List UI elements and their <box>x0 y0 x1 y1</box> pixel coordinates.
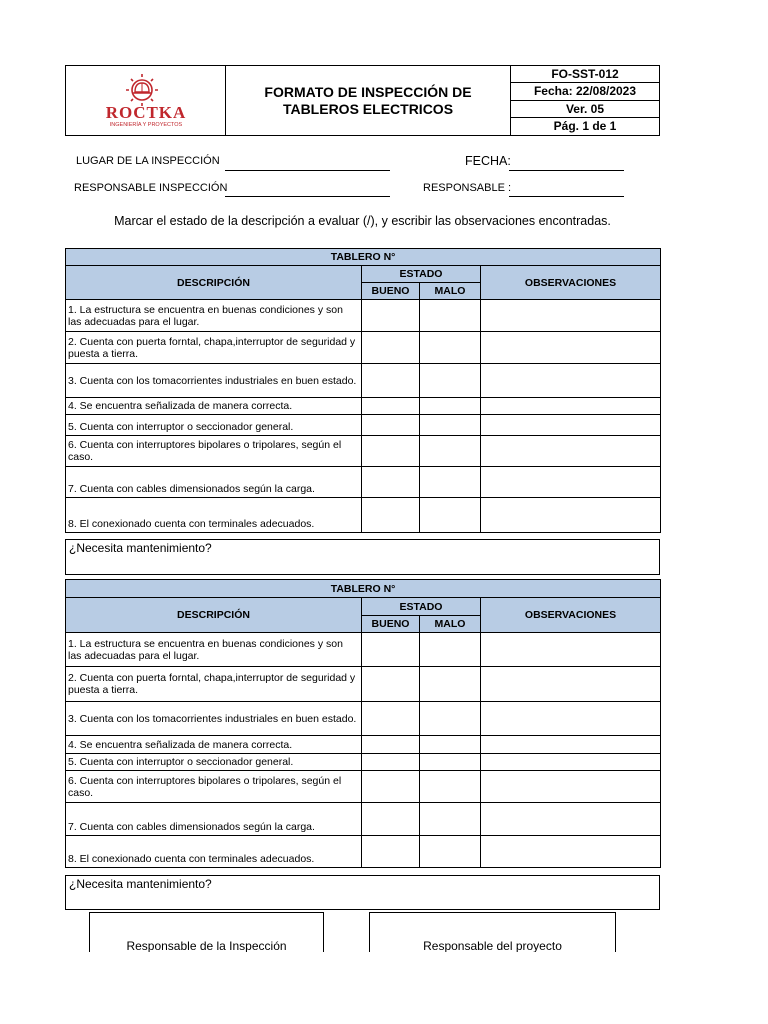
malo-cell[interactable] <box>420 467 481 498</box>
estado-header: ESTADO <box>362 598 481 616</box>
table-row <box>66 633 661 667</box>
bueno-cell[interactable] <box>362 332 420 364</box>
table-row <box>66 771 661 803</box>
malo-cell[interactable] <box>420 667 481 702</box>
item-description: 2. Cuenta con puerta forntal, chapa,interruptor de seguridad y puesta a tierra. <box>66 332 362 364</box>
tablero-number-header: TABLERO N° <box>66 580 661 598</box>
malo-header: MALO <box>420 283 481 300</box>
observaciones-cell[interactable] <box>481 702 661 736</box>
observaciones-cell[interactable] <box>481 436 661 467</box>
item-description: 4. Se encuentra señalizada de manera correcta. <box>66 398 362 415</box>
responsable-label: RESPONSABLE : <box>423 182 512 194</box>
malo-header: MALO <box>420 616 481 633</box>
item-description: 1. La estructura se encuentra en buenas condiciones y son las adecuadas para el lugar. <box>66 300 362 332</box>
item-description: 7. Cuenta con cables dimensionados según la carga. <box>66 467 362 498</box>
brand-tagline: INGENIERÍA Y PROYECTOS <box>109 122 183 128</box>
observaciones-cell[interactable] <box>481 415 661 436</box>
document-code: FO-SST-012 <box>511 66 659 83</box>
malo-cell[interactable] <box>420 332 481 364</box>
table-row <box>66 702 661 736</box>
signature-label-project: Responsable del proyecto <box>423 939 562 952</box>
observaciones-cell[interactable] <box>481 364 661 398</box>
signature-label-inspector: Responsable de la Inspección <box>126 939 287 952</box>
malo-cell[interactable] <box>420 436 481 467</box>
document-page: Pág. 1 de 1 <box>553 118 617 133</box>
item-description: 6. Cuenta con interruptores bipolares o tripolares, según el caso. <box>66 771 362 803</box>
descripcion-header: DESCRIPCIÓN <box>66 598 362 633</box>
tablero-number-header: TABLERO N° <box>66 249 661 266</box>
malo-cell[interactable] <box>420 754 481 771</box>
item-description: 2. Cuenta con puerta forntal, chapa,interruptor de seguridad y puesta a tierra. <box>66 667 362 702</box>
malo-cell[interactable] <box>420 633 481 667</box>
bueno-cell[interactable] <box>362 736 420 754</box>
signature-box-project[interactable] <box>369 912 616 952</box>
bueno-cell[interactable] <box>362 771 420 803</box>
document-meta <box>510 66 659 135</box>
malo-cell[interactable] <box>420 736 481 754</box>
observaciones-cell[interactable] <box>481 771 661 803</box>
item-description: 3. Cuenta con los tomacorrientes industriales en buen estado. <box>66 702 362 736</box>
bueno-header: BUENO <box>362 616 420 633</box>
table-row <box>66 436 661 467</box>
table-row <box>66 736 661 754</box>
document-date: Fecha: 22/08/2023 <box>511 83 659 100</box>
malo-cell[interactable] <box>420 702 481 736</box>
table-row <box>66 364 661 398</box>
item-description: 3. Cuenta con los tomacorrientes industriales en buen estado. <box>66 364 362 398</box>
document-header <box>65 65 660 136</box>
mantenimiento-label: ¿Necesita mantenimiento? <box>69 541 212 555</box>
responsable-inspeccion-input-line[interactable] <box>225 196 390 197</box>
bueno-cell[interactable] <box>362 754 420 771</box>
bueno-header: BUENO <box>362 283 420 300</box>
inspection-table-1 <box>65 248 661 533</box>
observaciones-cell[interactable] <box>481 633 661 667</box>
fecha-label: FECHA: <box>465 154 511 168</box>
bueno-cell[interactable] <box>362 498 420 533</box>
item-description: 5. Cuenta con interruptor o seccionador general. <box>66 754 362 771</box>
company-logo <box>66 66 226 135</box>
bueno-cell[interactable] <box>362 415 420 436</box>
observaciones-cell[interactable] <box>481 300 661 332</box>
mantenimiento-box-1[interactable] <box>65 539 660 575</box>
table-row <box>66 415 661 436</box>
malo-cell[interactable] <box>420 364 481 398</box>
responsable-input-line[interactable] <box>509 196 624 197</box>
observaciones-cell[interactable] <box>481 467 661 498</box>
item-description: 1. La estructura se encuentra en buenas condiciones y son las adecuadas para el lugar. <box>66 633 362 667</box>
malo-cell[interactable] <box>420 498 481 533</box>
item-description: 4. Se encuentra señalizada de manera correcta. <box>66 736 362 754</box>
lugar-input-line[interactable] <box>225 170 390 171</box>
document-version: Ver. 05 <box>511 101 659 118</box>
malo-cell[interactable] <box>420 415 481 436</box>
brand-name: ROCTKA <box>105 103 187 122</box>
malo-cell[interactable] <box>420 836 481 868</box>
bueno-cell[interactable] <box>362 667 420 702</box>
table-row <box>66 398 661 415</box>
item-description: 7. Cuenta con cables dimensionados según la carga. <box>66 803 362 836</box>
observaciones-cell[interactable] <box>481 667 661 702</box>
instruction-text: Marcar el estado de la descripción a evaluar (/), y escribir las observaciones encontradas. <box>114 214 611 228</box>
mantenimiento-label: ¿Necesita mantenimiento? <box>69 877 212 891</box>
signature-box-inspector[interactable] <box>89 912 324 952</box>
fecha-input-line[interactable] <box>509 170 624 171</box>
table-row <box>66 803 661 836</box>
table-row <box>66 467 661 498</box>
observaciones-cell[interactable] <box>481 398 661 415</box>
table-row <box>66 332 661 364</box>
observaciones-header: OBSERVACIONES <box>481 598 661 633</box>
observaciones-cell[interactable] <box>481 836 661 868</box>
observaciones-cell[interactable] <box>481 736 661 754</box>
bueno-cell[interactable] <box>362 836 420 868</box>
observaciones-header: OBSERVACIONES <box>481 266 661 300</box>
bueno-cell[interactable] <box>362 467 420 498</box>
bueno-cell[interactable] <box>362 633 420 667</box>
observaciones-cell[interactable] <box>481 498 661 533</box>
descripcion-header: DESCRIPCIÓN <box>66 266 362 300</box>
responsable-inspeccion-label: RESPONSABLE INSPECCIÓN <box>74 182 228 194</box>
table-row <box>66 667 661 702</box>
item-description: 6. Cuenta con interruptores bipolares o tripolares, según el caso. <box>66 436 362 467</box>
observaciones-cell[interactable] <box>481 332 661 364</box>
bueno-cell[interactable] <box>362 803 420 836</box>
malo-cell[interactable] <box>420 398 481 415</box>
malo-cell[interactable] <box>420 771 481 803</box>
observaciones-cell[interactable] <box>481 754 661 771</box>
observaciones-cell[interactable] <box>481 803 661 836</box>
item-description: 8. El conexionado cuenta con terminales adecuados. <box>66 836 362 868</box>
malo-cell[interactable] <box>420 803 481 836</box>
bueno-cell[interactable] <box>362 300 420 332</box>
table-row <box>66 836 661 868</box>
bueno-cell[interactable] <box>362 364 420 398</box>
inspection-table-2 <box>65 579 661 868</box>
table-row <box>66 498 661 533</box>
table-row <box>66 300 661 332</box>
malo-cell[interactable] <box>420 300 481 332</box>
document-title: FORMATO DE INSPECCIÓN DE TABLEROS ELECTRICOS <box>264 83 472 117</box>
lugar-label: LUGAR DE LA INSPECCIÓN <box>76 155 220 167</box>
estado-header: ESTADO <box>362 266 481 283</box>
table-row <box>66 754 661 771</box>
item-description: 5. Cuenta con interruptor o seccionador general. <box>66 415 362 436</box>
bueno-cell[interactable] <box>362 398 420 415</box>
bueno-cell[interactable] <box>362 436 420 467</box>
bueno-cell[interactable] <box>362 702 420 736</box>
mantenimiento-box-2[interactable] <box>65 875 660 910</box>
item-description: 8. El conexionado cuenta con terminales adecuados. <box>66 498 362 533</box>
